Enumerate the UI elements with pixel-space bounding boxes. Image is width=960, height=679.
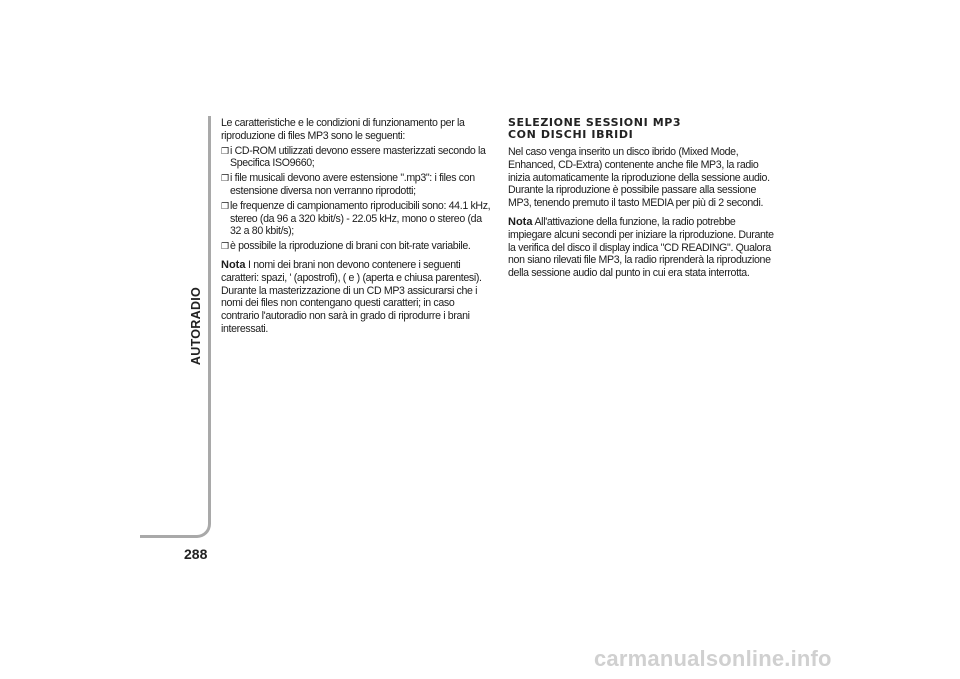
list-item-text: i file musicali devono avere estensione ".mp3": i files con estensione diversa non verranno riprodotti; (230, 172, 475, 197)
checkbox-bullet-icon: ❒ (221, 173, 229, 184)
section-heading-line-1: SELEZIONE SESSIONI MP3 (508, 116, 682, 129)
list-item-text: è possibile la riproduzione di brani con bit-rate variabile. (230, 240, 471, 253)
list-item-text: le frequenze di campionamento riproducibili sono: 44.1 kHz, stereo (da 96 a 320 kbit/s) - 22.05 kHz, mono o stereo (da 32 a 80 kbit/s); (230, 199, 491, 238)
checkbox-bullet-icon: ❒ (221, 200, 229, 211)
note-text: All'attivazione della funzione, la radio potrebbe impiegare alcuni secondi per iniziare la riproduzione. Durante la verifica del disco il display indica "CD READING". Qualora non siano rilevati file MP3, la radio riprenderà la riproduzione della sessione audio dal punto in cui era stata interrotta. (508, 215, 774, 280)
checkbox-bullet-icon: ❒ (221, 145, 229, 156)
note-label: Nota (221, 258, 246, 271)
note-text: I nomi dei brani non devono contenere i seguenti caratteri: spazi, ' (apostrofi), ( e ) (aperta e chiusa parentesi). Durante la masterizzazione di un CD MP3 assicurarsi che i nomi dei files non contengano questi caratteri; in caso contrario l'autoradio non sarà in grado di riprodurre i brani interessati. (221, 258, 482, 335)
body-paragraph: Nel caso venga inserito un disco ibrido (Mixed Mode, Enhanced, CD-Extra) contenente anche file MP3, la radio inizia automaticamente la riproduzione della sessione audio. Durante la riproduzione è possibile passare alla sessione MP3, tenendo premuto il tasto MEDIA per più di 2 secondi. (508, 146, 770, 210)
note-label: Nota (508, 215, 533, 228)
left-column (221, 117, 493, 336)
section-heading (508, 117, 780, 140)
list-item (221, 172, 493, 198)
list-item (221, 240, 493, 253)
list-item (221, 200, 493, 238)
note-paragraph (508, 216, 780, 280)
list-item (221, 145, 493, 171)
watermark: carmanualsonline.info (594, 646, 832, 671)
list-item-text: i CD-ROM utilizzati devono essere masterizzati secondo la Specifica ISO9660; (230, 144, 486, 170)
section-heading-line-2: CON DISCHI IBRIDI (508, 127, 634, 141)
intro-paragraph: Le caratteristiche e le condizioni di funzionamento per la riproduzione di files MP3 sono le seguenti: (221, 117, 465, 142)
page-number: 288 (184, 546, 208, 562)
section-tab (185, 266, 208, 386)
right-column (508, 117, 780, 280)
note-paragraph (221, 259, 493, 336)
checkbox-bullet-icon: ❒ (221, 241, 229, 252)
section-tab-label: AUTORADIO (189, 286, 204, 366)
